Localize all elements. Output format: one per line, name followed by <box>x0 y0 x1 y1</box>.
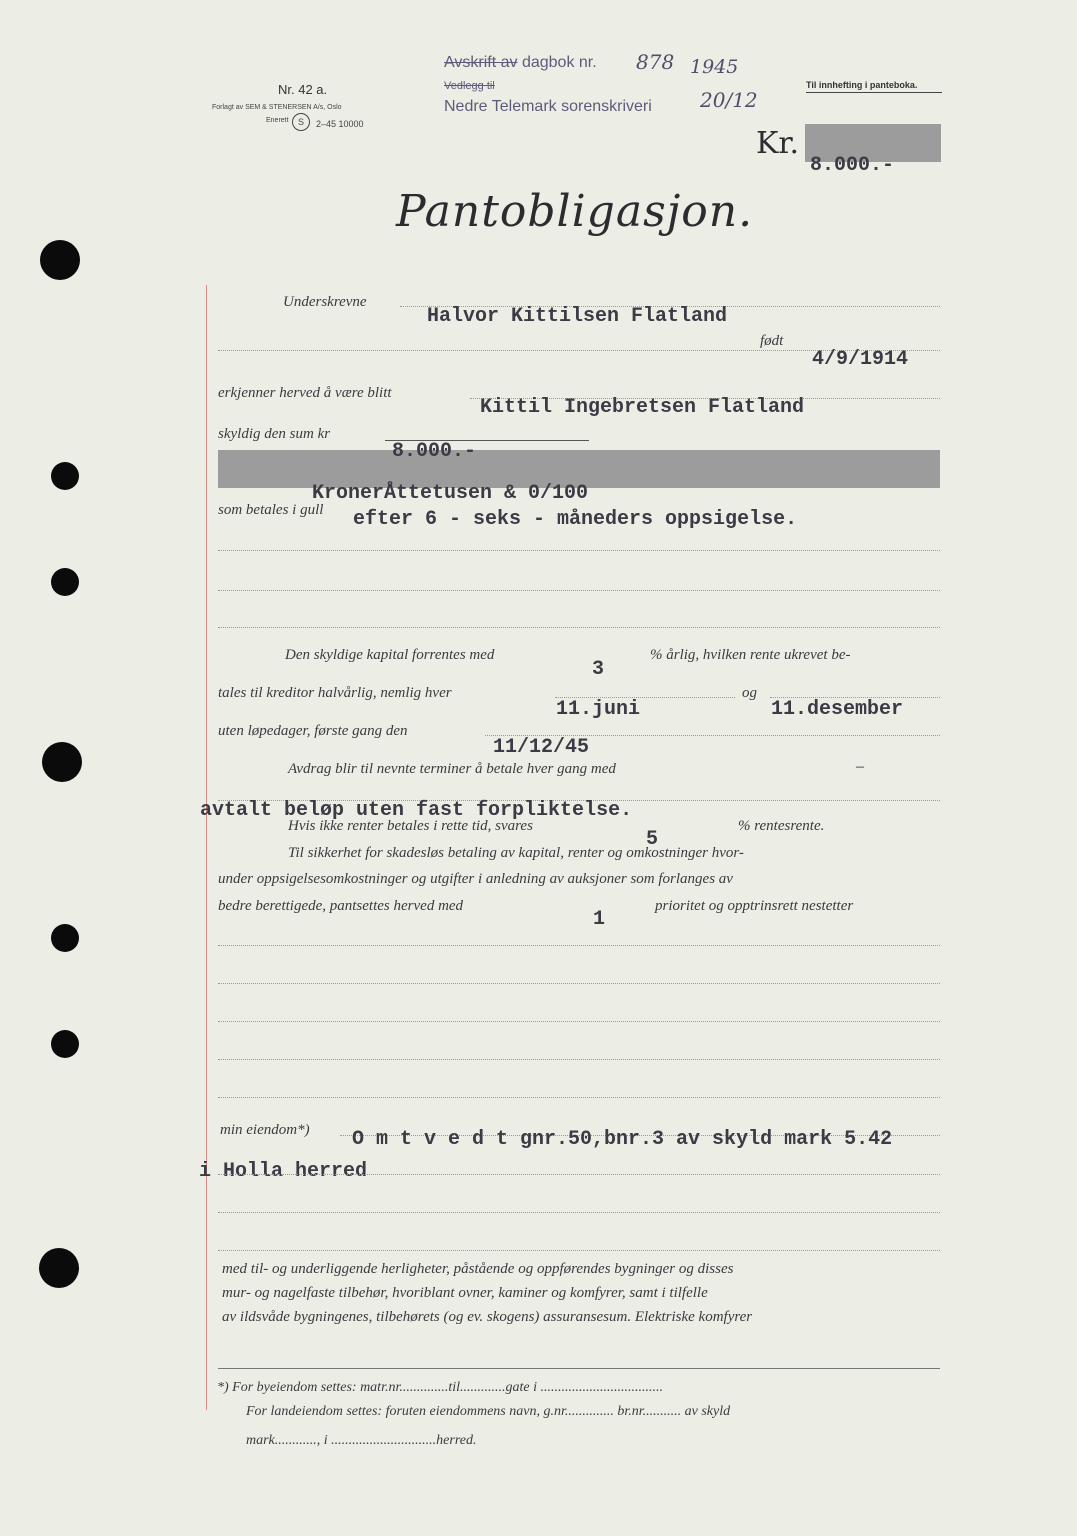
publisher-line: Forlagt av SEM & STENERSEN A/s, Oslo <box>212 104 342 111</box>
rule <box>218 550 940 551</box>
closing-line-2: mur- og nagelfaste tilbehør, hvoriblant ovner, kaminer og komfyrer, samt i tilfelle <box>222 1285 708 1301</box>
and-label: og <box>742 685 757 701</box>
copyright-line: Enerett <box>266 117 289 124</box>
print-code: 2–45 10000 <box>316 119 364 129</box>
stamp-line-1 <box>444 54 597 72</box>
sum-words: KronerÅttetusen & 0/100 <box>312 482 589 505</box>
rule <box>218 983 940 984</box>
closing-line-1: med til- og underliggende herligheter, påstående og oppførendes bygninger og disses <box>222 1261 734 1277</box>
closing-line-3: av ildsvåde bygningenes, tilbehørets (og ev. skogens) assuransesum. Elektriske komfyrer <box>222 1309 753 1325</box>
installments-label: Avdrag blir til nevnte terminer å betale hver gang med <box>288 761 616 777</box>
sum-amount: 8.000.- <box>392 440 477 463</box>
date-note: 20/12 <box>700 88 758 112</box>
property-label: min eiendom*) <box>220 1122 310 1138</box>
binder-hole <box>39 1248 79 1288</box>
rule <box>218 1097 940 1098</box>
label-underline <box>806 92 942 93</box>
default-label-b: % rentesrente. <box>738 818 825 834</box>
interest-label-a: Den skyldige kapital forrentes med <box>285 647 495 663</box>
default-rate: 5 <box>646 828 659 851</box>
rule <box>218 627 940 628</box>
stamp-line-2: Vedlegg til <box>444 80 495 92</box>
margin-line <box>206 285 207 1410</box>
security-line-3b: prioritet og opptrinsrett nestetter <box>655 898 854 914</box>
year-handwritten: 1945 <box>690 56 739 78</box>
payable-terms: efter 6 - seks - måneders oppsigelse. <box>353 508 798 531</box>
paid-label: tales til kreditor halvårlig, nemlig hver <box>218 685 452 701</box>
undersign-label: Underskrevne <box>283 294 367 310</box>
rule <box>218 1250 940 1251</box>
security-line-3a: bedre berettigede, pantsettes herved med <box>218 898 464 914</box>
owing-label: skyldig den sum kr <box>218 426 331 442</box>
amount-value: 8.000.- <box>810 154 895 177</box>
top-right-label: Til innhefting i panteboka. <box>806 80 918 90</box>
rule <box>218 1212 940 1213</box>
stamp-dagbok-label: dagbok nr. <box>521 54 597 71</box>
security-line-2: under oppsigelsesomkostninger og utgifter i anledning av auksjoner som forlanges av <box>218 871 733 887</box>
security-line-1: Til sikkerhet for skadesløs betaling av kapital, renter og omkostninger hvor- <box>288 845 744 861</box>
footnote-separator <box>218 1368 940 1369</box>
rule <box>218 1174 940 1175</box>
binder-hole <box>42 742 82 782</box>
form-number: Nr. 42 a. <box>278 82 328 97</box>
first-time-label: uten løpedager, første gang den <box>218 723 408 739</box>
footnote-line-3: mark............, i ..............................herred. <box>246 1433 477 1448</box>
binder-hole <box>51 1030 79 1058</box>
payable-label: som betales i gull <box>218 502 324 518</box>
term-2: 11.desember <box>771 698 904 721</box>
debtor-name: Halvor Kittilsen Flatland <box>427 305 728 328</box>
property-place: i Holla herred <box>199 1160 368 1183</box>
binder-hole <box>51 462 79 490</box>
first-date: 11/12/45 <box>493 736 590 759</box>
born-label: født <box>760 333 784 349</box>
binder-hole <box>51 568 79 596</box>
priority-number: 1 <box>593 908 606 931</box>
installments-dash: – <box>856 758 864 775</box>
dagbok-number: 878 <box>636 50 675 74</box>
publisher-logo-icon: S <box>292 113 310 131</box>
kr-label: Kr. <box>756 126 799 161</box>
property-text: O m t v e d t gnr.50,bnr.3 av skyld mark 5.42 <box>352 1128 893 1151</box>
rule <box>218 945 940 946</box>
installments-text: avtalt beløp uten fast forpliktelse. <box>200 799 633 822</box>
default-label-a: Hvis ikke renter betales i rette tid, svares <box>288 818 533 834</box>
footnote-line-1: *) For byeiendom settes: matr.nr..............til.............gate i ................................... <box>217 1380 664 1395</box>
stamp-line-3: Nedre Telemark sorenskriveri <box>444 98 652 115</box>
interest-rate: 3 <box>592 658 605 681</box>
binder-hole <box>40 240 80 280</box>
document-title: Pantobligasjon. <box>396 186 754 237</box>
stamp-struck-text: Avskrift av <box>444 54 518 71</box>
binder-hole <box>51 924 79 952</box>
acknowledge-label: erkjenner herved å være blitt <box>218 385 392 401</box>
interest-label-b: % årlig, hvilken rente ukrevet be- <box>650 647 851 663</box>
rule <box>218 590 940 591</box>
rule <box>218 1021 940 1022</box>
rule <box>218 1059 940 1060</box>
born-date: 4/9/1914 <box>812 348 909 371</box>
creditor-name: Kittil Ingebretsen Flatland <box>480 396 805 419</box>
footnote-line-2: For landeiendom settes: foruten eiendommens navn, g.nr.............. br.nr........... av skyld <box>246 1404 731 1419</box>
term-1: 11.juni <box>556 698 641 721</box>
